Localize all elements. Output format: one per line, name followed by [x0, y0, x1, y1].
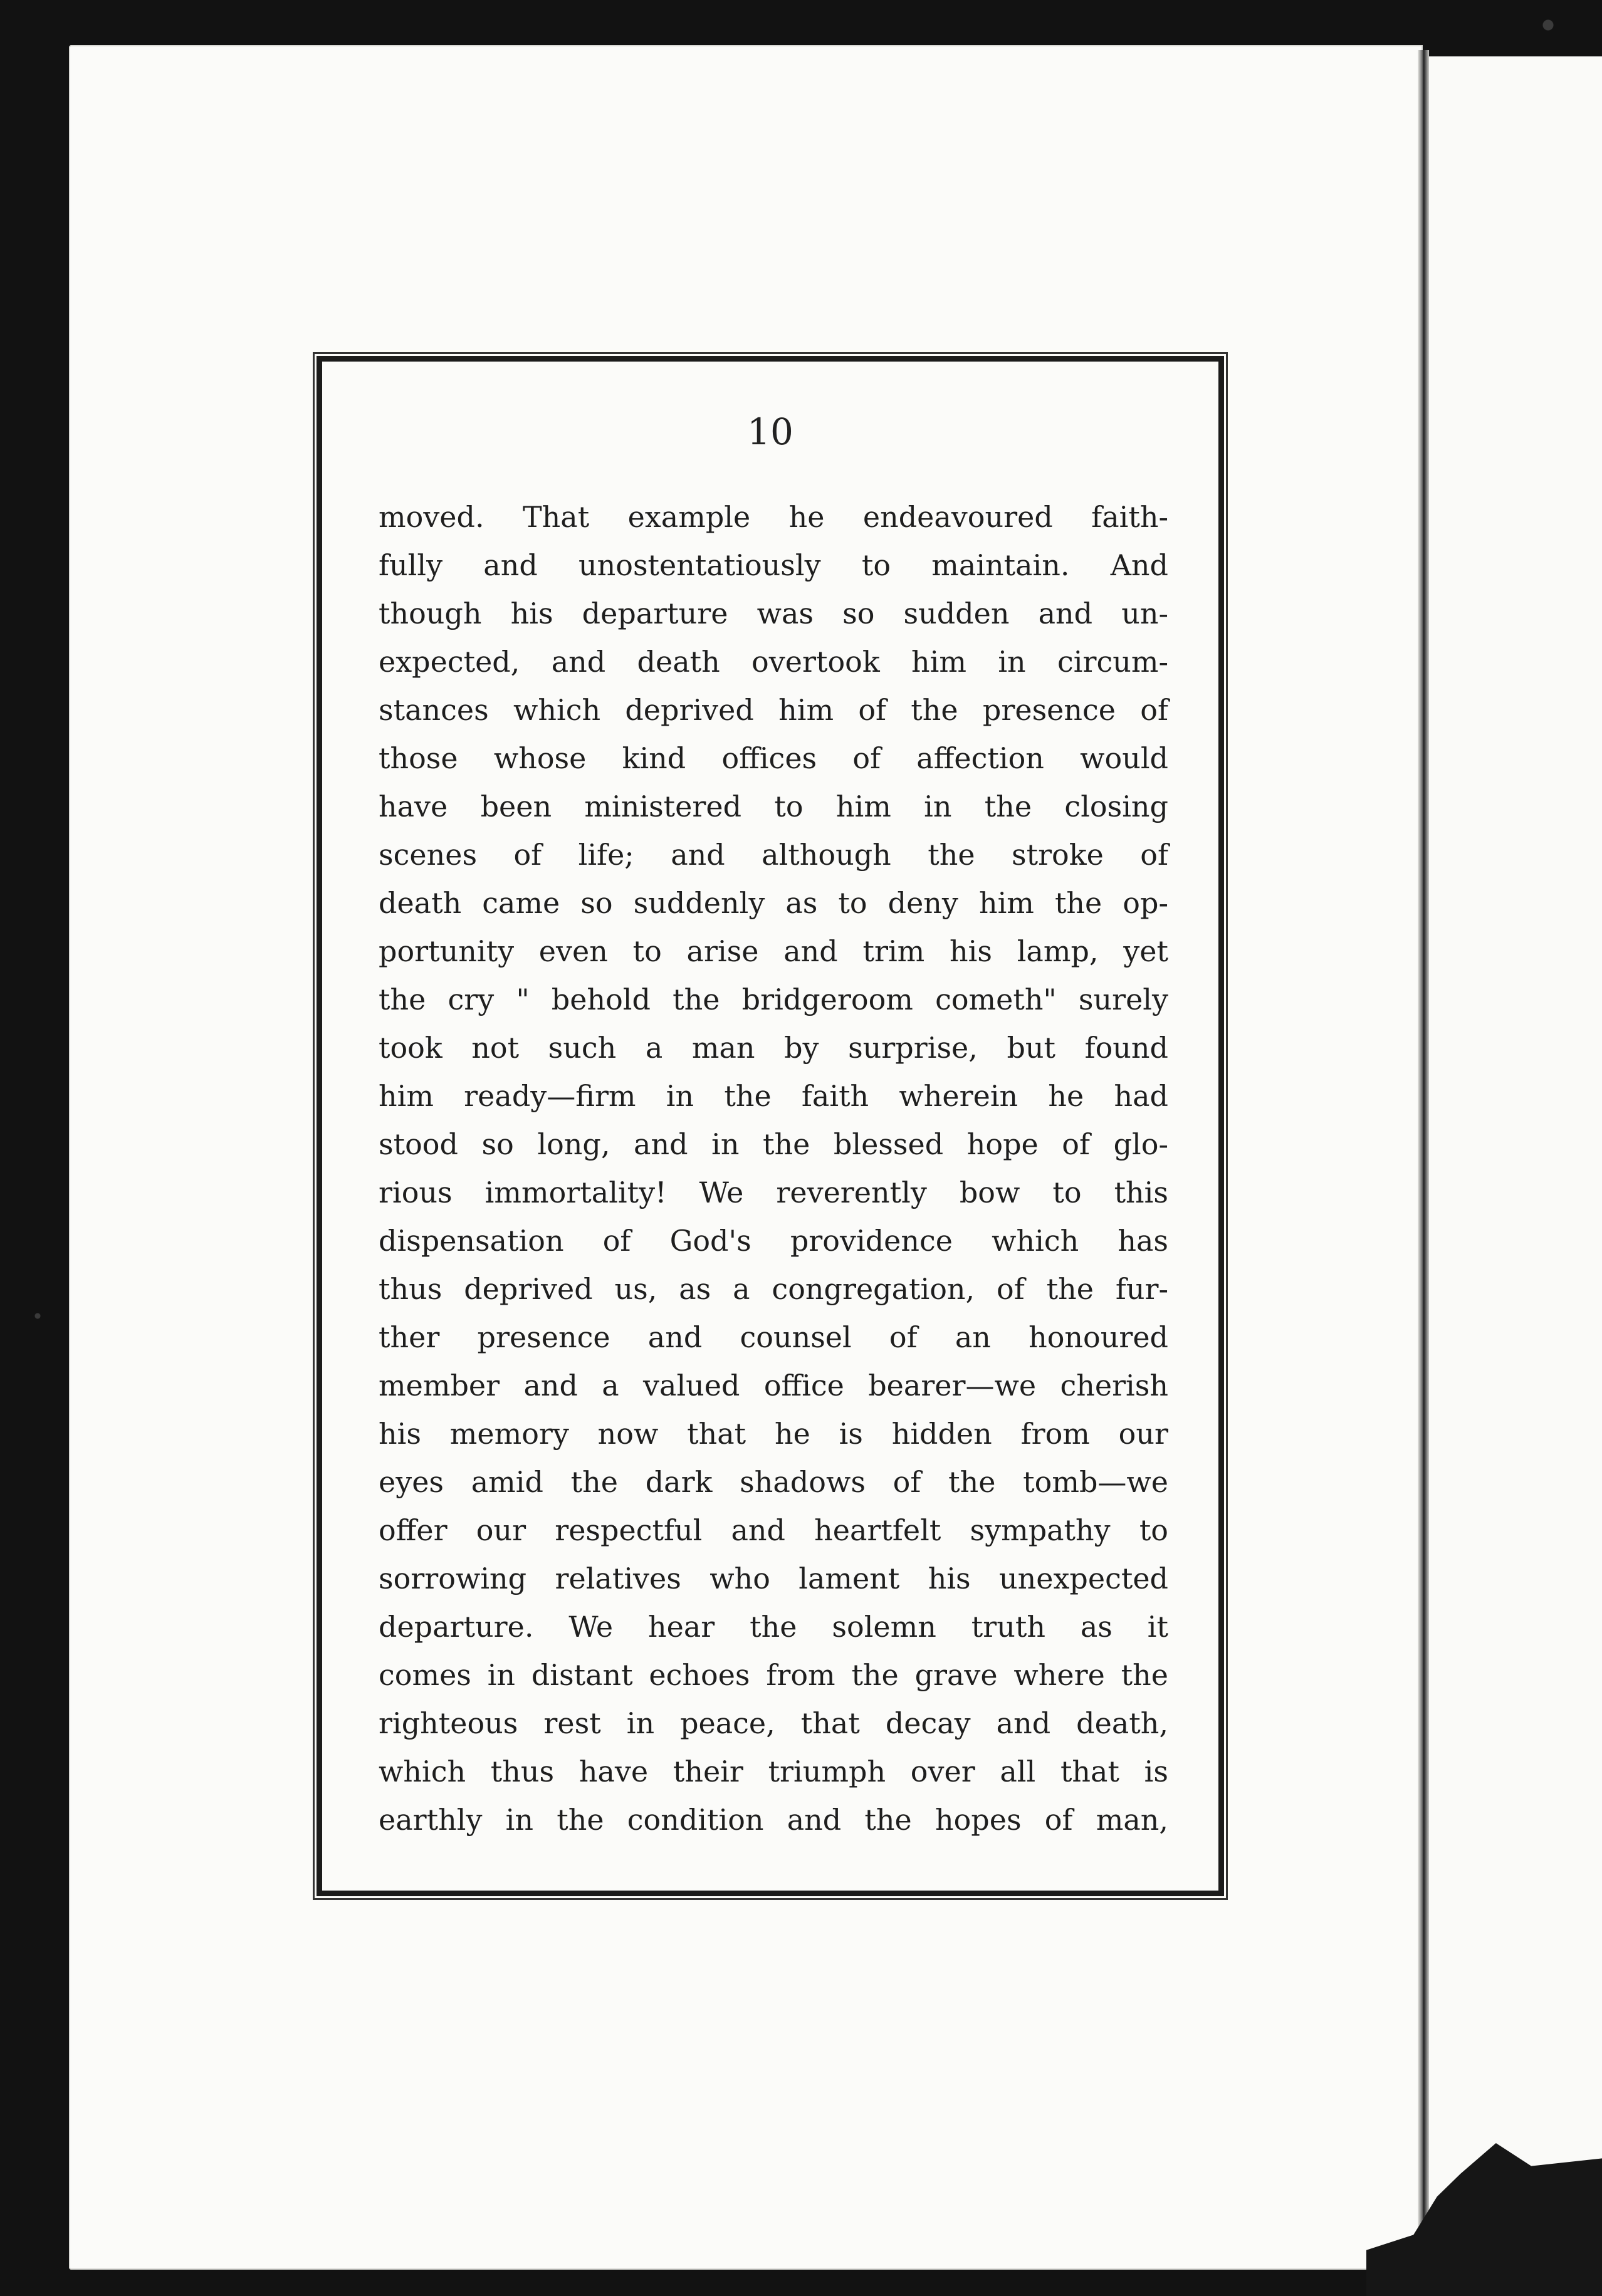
text-line: scenes of life; and although the stroke of	[379, 838, 1168, 872]
text-line: took not such a man by surprise, but found	[379, 1031, 1168, 1065]
text-line: which thus have their triumph over all that is	[379, 1755, 1168, 1788]
text-line: stood so long, and in the blessed hope of glo-	[379, 1127, 1168, 1161]
text-line: have been ministered to him in the closing	[379, 790, 1168, 823]
text-line: portunity even to arise and trim his lamp, yet	[379, 934, 1168, 968]
text-line: stances which deprived him of the presence of	[379, 693, 1168, 727]
page-number: 10	[747, 410, 793, 453]
text-line: dispensation of God's providence which has	[379, 1224, 1168, 1258]
text-line: thus deprived us, as a congregation, of the fur-	[379, 1272, 1168, 1306]
text-line: fully and unostentatiously to maintain. And	[379, 548, 1168, 582]
text-line: though his departure was so sudden and un-	[379, 597, 1168, 630]
text-line: moved. That example he endeavoured faith-	[379, 500, 1168, 534]
text-line: rious immortality! We reverently bow to this	[379, 1176, 1168, 1209]
text-line: his memory now that he is hidden from our	[379, 1417, 1168, 1451]
text-frame	[317, 356, 1224, 1896]
text-line: member and a valued office bearer—we cherish	[379, 1369, 1168, 1402]
text-line: the cry " behold the bridgeroom cometh" surely	[379, 983, 1168, 1016]
text-line: righteous rest in peace, that decay and death,	[379, 1706, 1168, 1740]
text-line: him ready—firm in the faith wherein he had	[379, 1079, 1168, 1113]
text-line: eyes amid the dark shadows of the tomb—we	[379, 1465, 1168, 1499]
facing-page	[1429, 56, 1602, 2231]
text-line: ther presence and counsel of an honoured	[379, 1320, 1168, 1354]
body-text	[379, 493, 1168, 1844]
text-line: sorrowing relatives who lament his unexpected	[379, 1562, 1168, 1595]
text-line: those whose kind offices of affection would	[379, 741, 1168, 775]
text-line: death came so suddenly as to deny him the op-	[379, 886, 1168, 920]
text-line: offer our respectful and heartfelt sympathy to	[379, 1513, 1168, 1547]
text-line: earthly in the condition and the hopes of man,	[379, 1803, 1168, 1837]
text-line: comes in distant echoes from the grave where the	[379, 1658, 1168, 1692]
text-line: expected, and death overtook him in circum-	[379, 645, 1168, 679]
text-line: departure. We hear the solemn truth as it	[379, 1610, 1168, 1644]
page-gutter	[1418, 50, 1429, 2243]
